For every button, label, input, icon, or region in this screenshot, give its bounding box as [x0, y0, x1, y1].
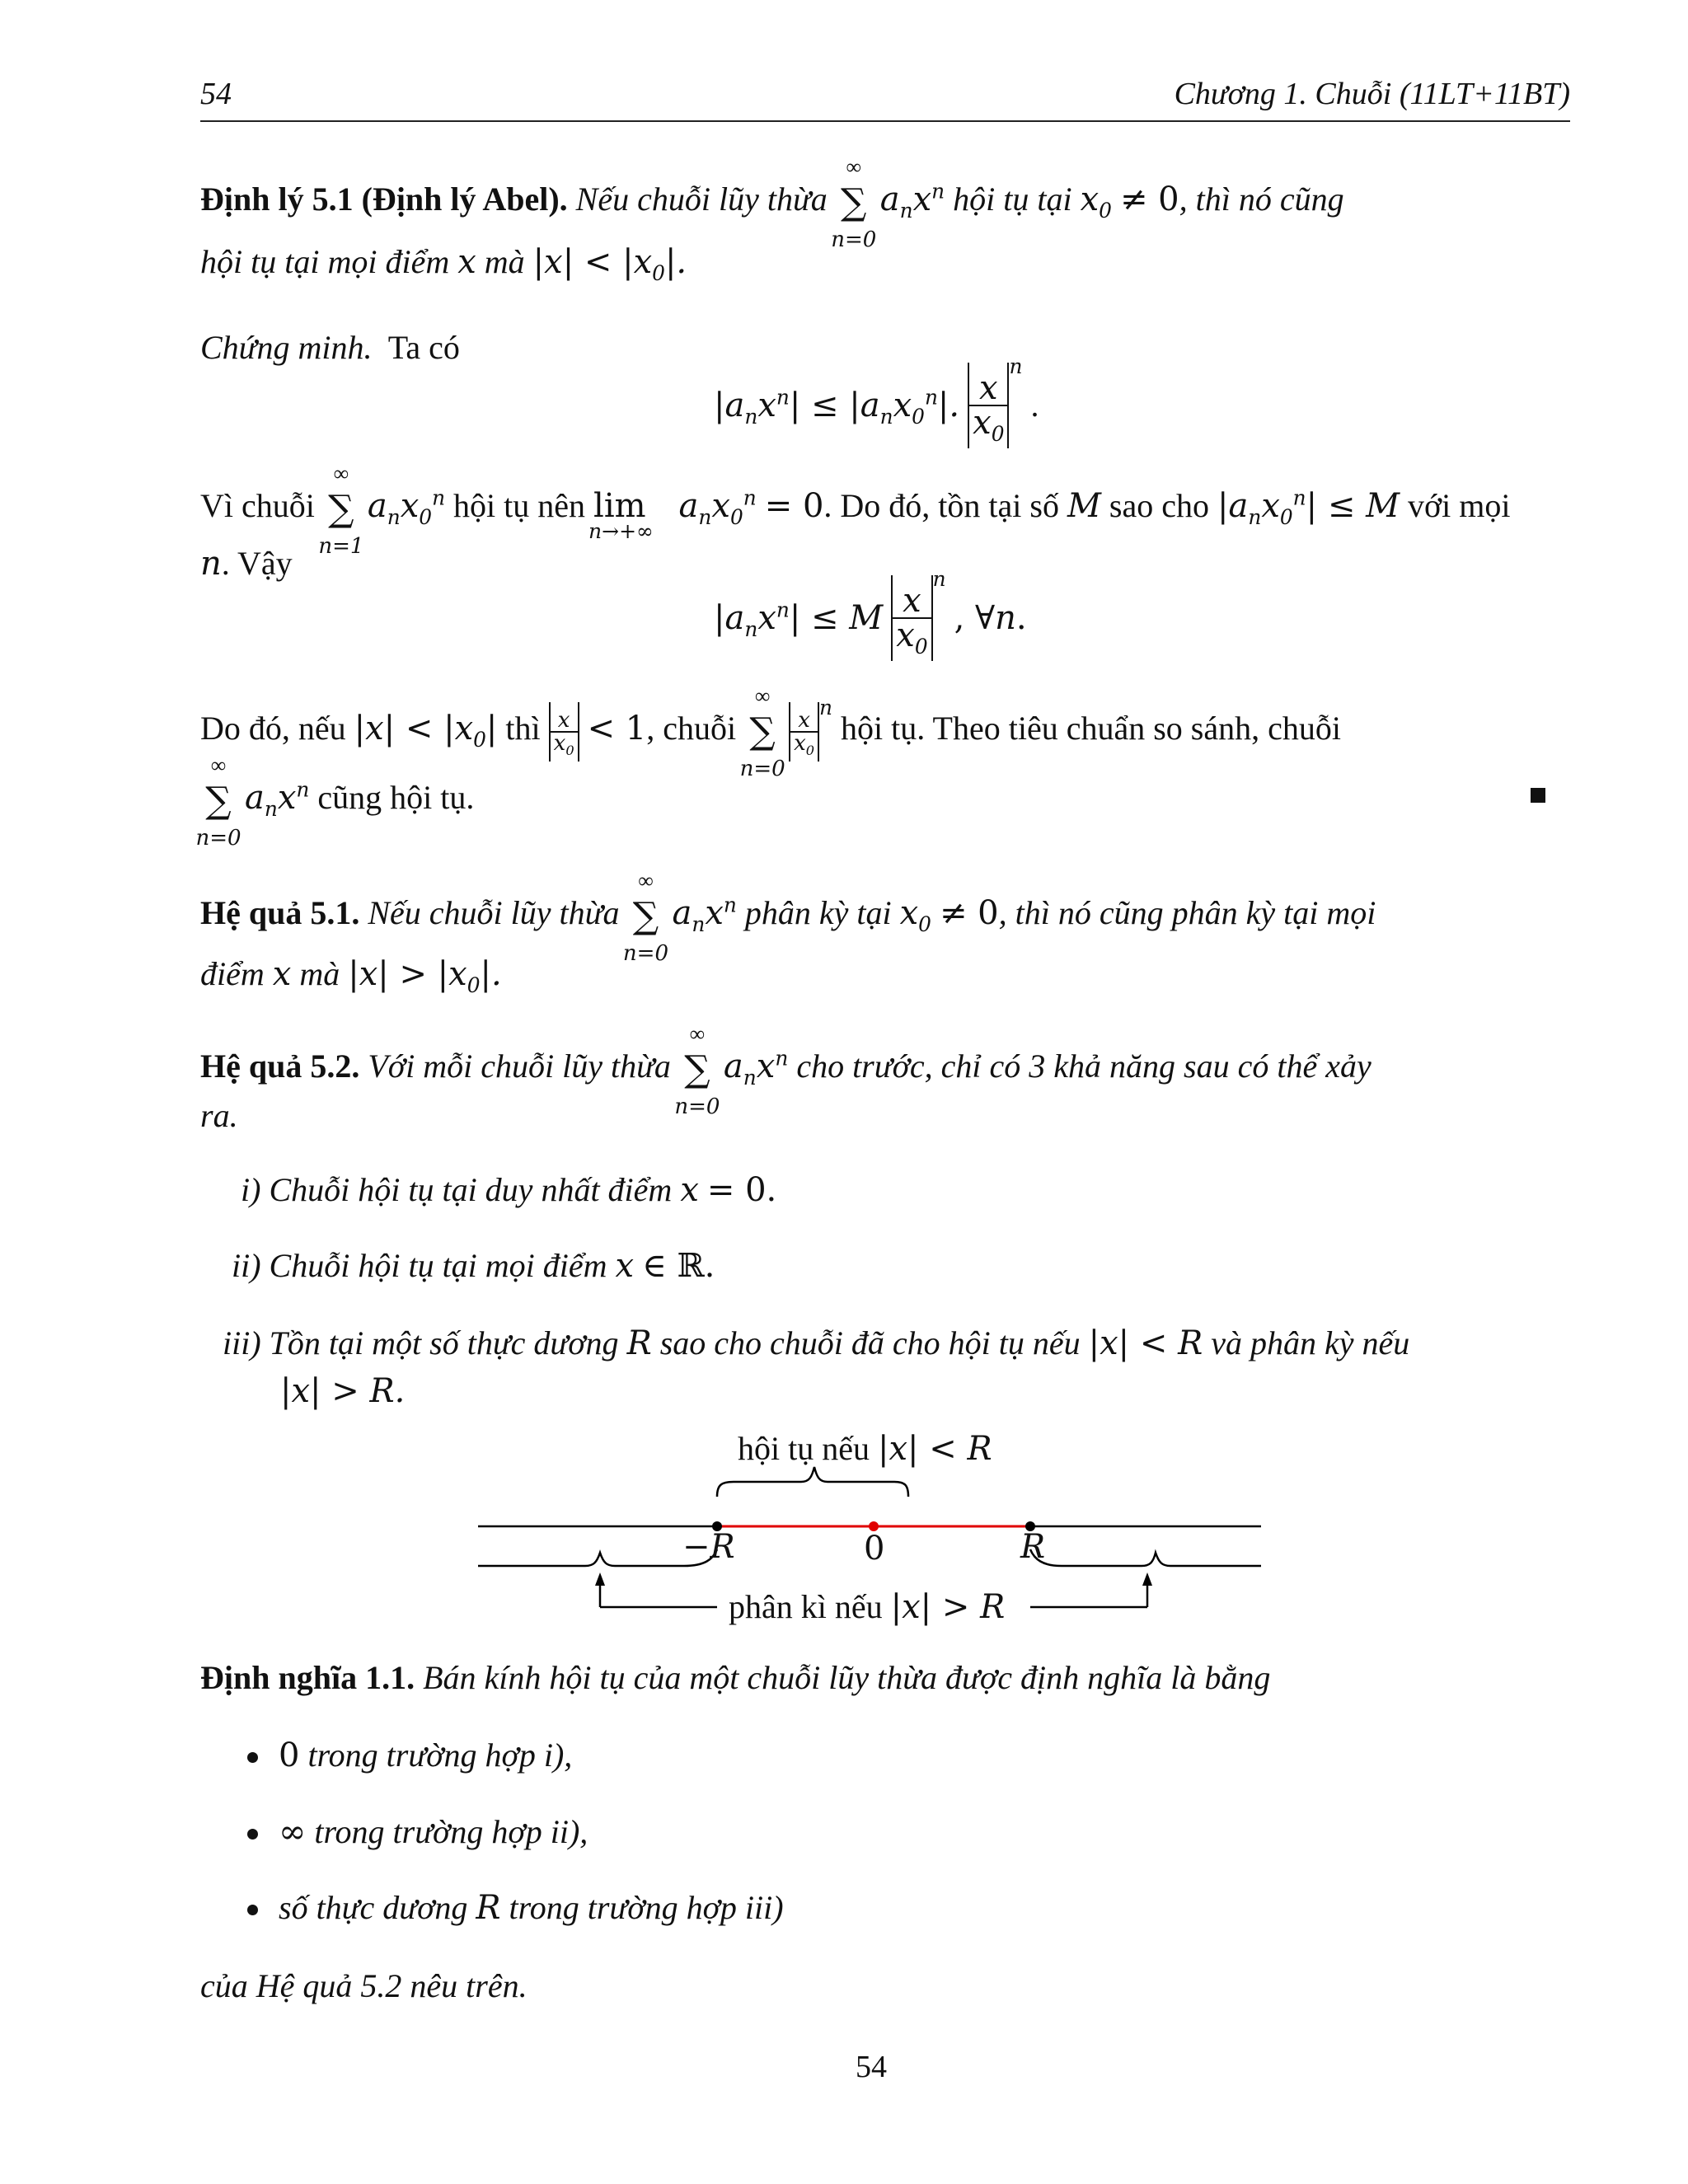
theorem-text-1: Nếu chuỗi lũy thừa [575, 180, 828, 218]
qed-symbol [1531, 788, 1545, 803]
sum-symbol: ∞ ∑ n=0 [195, 752, 241, 851]
number-line-figure [478, 1427, 1269, 1626]
proof-line-4: Do đó, nếu $|x| < |x_0|$ thì $\frac{x}{x_0}$ < 1, chuỗi ∞ ∑ n=0 $\frac{x}{x_0}$ $^n$ hội tụ. Theo tiêu chuẩn so sánh, chuỗi [200, 684, 1341, 781]
definition-bullet: số thực dương R trong trường hợp iii) [279, 1889, 784, 1927]
corollary2-line-2 [200, 1099, 238, 1132]
theorem-line-2: hội tụ tại mọi điểm x mà $|x| < |x_0|$. [200, 243, 687, 285]
sum-symbol: ∞ ∑ n=1 [318, 461, 364, 559]
bullet-dot [247, 1829, 258, 1840]
proof-intro: Ta có [387, 329, 460, 366]
footer-page-number: 54 [856, 2050, 887, 2084]
list-item-continuation: |x| > R. [280, 1372, 406, 1410]
list-marker: ii) [232, 1247, 261, 1284]
left-arrow-head [595, 1572, 605, 1586]
bullet-lead: số thực dương [279, 1889, 468, 1926]
equation-1: $|a_nx^n| \le |a_nx_0^n|$. $\frac{x}{x_0}$ $^n$ . [714, 363, 1039, 448]
proof-line-2: Vì chuỗi ∞ ∑ n=1 $a_nx_0^n$ hội tụ nên lim n→+∞ $a_nx_0^n = 0$. Do đó, tồn tại số M sao cho $|a_nx_0^n| \le M$ với mọi [200, 461, 1511, 559]
sum-symbol: ∞ ∑ n=0 [739, 684, 785, 781]
divergence-label: phân kì nếu |x| > R [724, 1587, 1010, 1626]
corollary2-line-1: Hệ quả 5.2. Với mỗi chuỗi lũy thừa ∞ ∑ n=0 $a_nx^n$ cho trước, chỉ có 3 khả năng sau có thể xảy [200, 1021, 1372, 1119]
list-item: i) Chuỗi hội tụ tại duy nhất điểm x = 0. [241, 1171, 777, 1209]
bullet-lead: ∞ [279, 1813, 307, 1851]
list-text: Chuỗi hội tụ tại mọi điểm [269, 1247, 607, 1284]
list-text: và phân kỳ nếu [1211, 1324, 1410, 1361]
bullet-dot [247, 1905, 258, 1915]
sum-symbol: ∞ ∑ n=0 [622, 868, 668, 966]
header-page-number: 54 [200, 77, 232, 111]
header-rule [200, 120, 1570, 122]
label-r: R [1020, 1528, 1046, 1566]
definition-text: Bán kính hội tụ của một chuỗi lũy thừa được định nghĩa là bằng [423, 1659, 1271, 1696]
proof-line-1 [200, 331, 460, 364]
proof-text: với mọi [1408, 487, 1511, 524]
list-text: Tồn tại một số thực dương [269, 1324, 619, 1361]
header-chapter-title: Chương 1. Chuỗi (11LT+11BT) [1174, 77, 1570, 111]
proof-text: . Vậy [221, 545, 293, 582]
right-arrow-head [1142, 1572, 1152, 1586]
proof-text: hội tụ. Theo tiêu chuẩn so sánh, chuỗi [841, 710, 1341, 748]
corollary1-label: Hệ quả 5.1. [200, 894, 360, 931]
corollary1-line-1: Hệ quả 5.1. Nếu chuỗi lũy thừa ∞ ∑ n=0 $a_nx^n$ phân kỳ tại $x_0 \ne 0$, thì nó cũng phân kỳ tại mọi [200, 868, 1376, 966]
list-item: iii) Tồn tại một số thực dương R sao cho chuỗi đã cho hội tụ nếu |x| < R và phân kỳ nếu [223, 1324, 1410, 1362]
corollary1-text: phân kỳ tại [744, 894, 892, 931]
bullet-text: trong trường hợp ii), [314, 1813, 588, 1850]
list-item: ii) Chuỗi hội tụ tại mọi điểm x ∈ ℝ. [232, 1247, 715, 1285]
theorem-text-5: mà [484, 243, 525, 280]
theorem-text-3: , thì nó cũng [1179, 180, 1344, 218]
bottom-left-brace [478, 1549, 717, 1566]
corollary1-line-2: điểm x mà $|x| > |x_0|$. [200, 955, 502, 997]
list-marker: i) [241, 1171, 261, 1208]
theorem-label: Định lý 5.1 (Định lý Abel). [200, 180, 568, 218]
corollary2-text: ra. [200, 1097, 238, 1134]
convergence-label: hội tụ nếu |x| < R [738, 1430, 992, 1468]
proof-text: cũng hội tụ. [317, 779, 475, 816]
sum-symbol: ∞ ∑ n=0 [831, 154, 877, 252]
corollary2-label: Hệ quả 5.2. [200, 1047, 360, 1085]
definition-closing: của Hệ quả 5.2 nêu trên. [200, 1967, 528, 2004]
list-text: sao cho chuỗi đã cho hội tụ nếu [659, 1324, 1081, 1361]
corollary2-text: Với mỗi chuỗi lũy thừa [368, 1047, 671, 1085]
proof-line-5: ∞ ∑ n=0 $a_nx^n$ cũng hội tụ. [195, 752, 475, 851]
bullet-text: trong trường hợp iii) [509, 1889, 784, 1926]
definition-bullet [279, 1813, 588, 1851]
proof-text: . Do đó, tồn tại số [823, 487, 1059, 524]
proof-text: Vì chuỗi [200, 487, 315, 524]
proof-text: hội tụ nên [453, 487, 586, 524]
bullet-text: trong trường hợp i), [307, 1736, 573, 1774]
theorem-line-1: Định lý 5.1 (Định lý Abel). Nếu chuỗi lũy thừa ∞ ∑ n=0 $a_nx^n$ hội tụ tại $x_0 \ne 0$, thì nó cũng [200, 154, 1344, 252]
top-brace [717, 1467, 908, 1497]
corollary1-text: , thì nó cũng phân kỳ tại mọi [998, 894, 1376, 931]
list-marker: iii) [223, 1324, 261, 1361]
sum-symbol: ∞ ∑ n=0 [674, 1021, 720, 1119]
equation-2: $|a_nx^n| \le M$ $\frac{x}{x_0}$ $^n$ , ∀n. [714, 575, 1027, 661]
theorem-text-2: hội tụ tại [953, 180, 1072, 218]
proof-text: Do đó, nếu [200, 710, 346, 748]
definition-line-1 [200, 1661, 1270, 1694]
list-text: Chuỗi hội tụ tại duy nhất điểm [269, 1171, 673, 1208]
bottom-right-brace [1030, 1549, 1261, 1566]
bullet-dot [247, 1752, 258, 1763]
proof-line-3: n. Vậy [200, 545, 293, 583]
proof-text: , chuỗi [646, 710, 737, 748]
definition-label: Định nghĩa 1.1. [200, 1659, 415, 1696]
corollary1-text: điểm [200, 955, 265, 992]
proof-text: thì [505, 710, 541, 748]
label-zero: 0 [864, 1530, 885, 1568]
proof-label: Chứng minh. [200, 329, 373, 366]
proof-text: sao cho [1109, 487, 1209, 524]
label-neg-r: −R [682, 1528, 735, 1566]
corollary2-text: cho trước, chỉ có 3 khả năng sau có thể xảy [796, 1047, 1372, 1085]
definition-bullet [279, 1736, 573, 1774]
theorem-text-4: hội tụ tại mọi điểm [200, 243, 450, 280]
bullet-lead: 0 [279, 1736, 300, 1774]
corollary1-text: Nếu chuỗi lũy thừa [368, 894, 620, 931]
corollary1-text: mà [299, 955, 340, 992]
